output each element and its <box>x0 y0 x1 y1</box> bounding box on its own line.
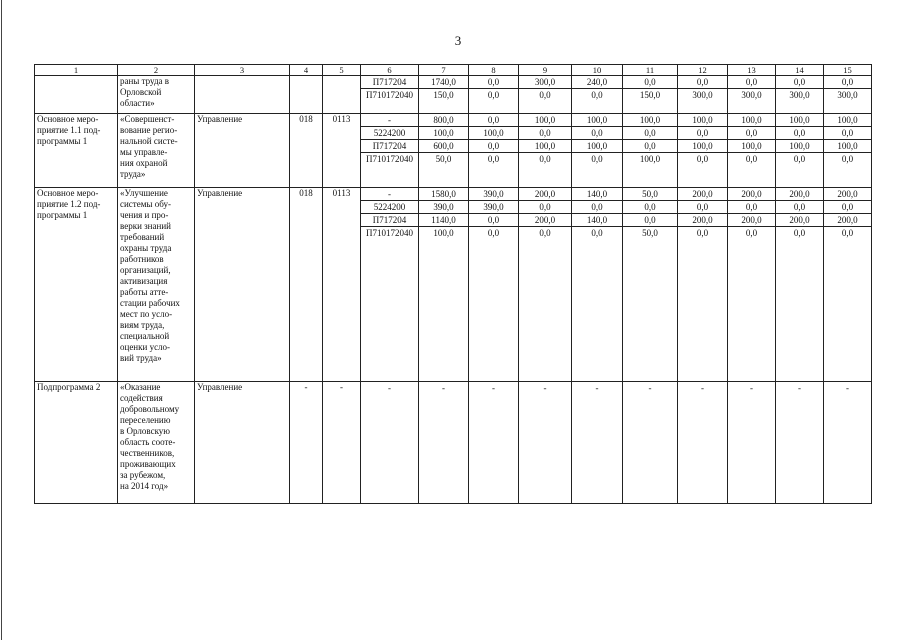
program-title-cell-line: охраны труда <box>120 243 172 253</box>
program-title-cell-line: виям труда, <box>120 320 165 330</box>
target-article-value: П710172040 <box>366 90 413 100</box>
amount-value: 0,0 <box>591 90 603 100</box>
program-title-cell-line: оценки усло- <box>120 342 171 352</box>
amount-value: 0,0 <box>469 76 518 89</box>
program-title-cell-line: вование регио- <box>120 125 178 135</box>
amount-value: - <box>543 383 547 393</box>
amount-value: 200,0 <box>824 188 871 201</box>
amount-value: 0,0 <box>696 154 709 164</box>
amount-cell <box>728 382 776 504</box>
grbs-code-cell: 018 <box>290 188 323 382</box>
grbs-code-cell: - <box>290 382 323 504</box>
column-number-5: 5 <box>323 65 361 76</box>
program-title-cell-line: системы обу- <box>120 199 171 209</box>
amount-value: 390,0 <box>469 188 518 201</box>
program-title-cell-line: чения и про- <box>120 210 169 220</box>
amount-value: 0,0 <box>469 140 518 153</box>
amount-cell <box>469 76 519 114</box>
budget-table <box>34 64 872 504</box>
program-title-cell-line: «Улучшение <box>120 188 168 198</box>
target-article-value: П710172040 <box>366 228 413 238</box>
amount-value: 0,0 <box>487 228 500 238</box>
amount-value: 300,0 <box>837 90 858 100</box>
amount-value: 1140,0 <box>419 214 468 227</box>
amount-value: 150,0 <box>433 90 454 100</box>
program-title-cell-line: нальной систе- <box>120 136 178 146</box>
amount-cell <box>824 76 872 114</box>
amount-cell <box>419 76 469 114</box>
event-name-cell-line: программы 1 <box>37 210 88 220</box>
event-name-cell-line: Основное меро- <box>37 188 99 198</box>
program-title-cell-line: переселению <box>120 415 171 425</box>
amount-cell <box>623 76 678 114</box>
program-title-cell-line: мест по усло- <box>120 309 173 319</box>
column-number-7: 7 <box>419 65 469 76</box>
amount-value: 100,0 <box>824 114 871 127</box>
executor-cell: Управление <box>195 188 290 382</box>
column-number-8: 8 <box>469 65 519 76</box>
amount-cell <box>572 76 623 114</box>
amount-value: 0,0 <box>696 228 709 238</box>
amount-value: 140,0 <box>572 214 622 227</box>
amount-cell <box>469 382 519 504</box>
program-title-cell-line: вий труда» <box>120 353 162 363</box>
program-title-cell-line: стации рабочих <box>120 298 180 308</box>
column-number-9: 9 <box>519 65 572 76</box>
event-name-cell <box>35 76 118 114</box>
amount-value: 200,0 <box>776 214 823 227</box>
program-title-cell-line: труда» <box>120 169 146 179</box>
table-header-row <box>35 65 872 76</box>
target-article-value: 5224200 <box>361 127 418 140</box>
amount-cell <box>776 188 824 382</box>
amount-cell <box>776 114 824 188</box>
event-name-cell-line: Основное меро- <box>37 114 99 124</box>
event-name-cell-line: программы 1 <box>37 136 88 146</box>
amount-value: - <box>648 383 652 393</box>
amount-value: 150,0 <box>639 90 661 100</box>
amount-value: 0,0 <box>487 90 500 100</box>
amount-value: 100,0 <box>728 114 775 127</box>
target-article-value: 5224200 <box>361 201 418 214</box>
amount-value: 0,0 <box>539 228 551 238</box>
amount-cell <box>728 188 776 382</box>
amount-cell <box>678 188 728 382</box>
executor-cell: Управление <box>195 382 290 504</box>
column-number-12: 12 <box>678 65 728 76</box>
amount-cell <box>519 76 572 114</box>
amount-value: 100,0 <box>639 154 661 164</box>
event-name-cell-line: приятие 1.2 под- <box>37 199 101 209</box>
amount-value: 0,0 <box>678 201 727 214</box>
program-title-cell-line: на 2014 год» <box>120 481 169 491</box>
amount-value: 100,0 <box>728 140 775 153</box>
amount-cell <box>469 188 519 382</box>
amount-value: - <box>798 383 801 393</box>
executor-cell <box>195 76 290 114</box>
event-name-cell <box>35 188 118 382</box>
amount-value: 100,0 <box>623 114 677 127</box>
target-article-cell <box>361 76 419 114</box>
program-title-cell-line: раны труда в <box>120 76 170 86</box>
amount-cell <box>419 114 469 188</box>
amount-value: 100,0 <box>776 140 823 153</box>
target-article-cell <box>361 188 419 382</box>
column-number-1: 1 <box>35 65 118 76</box>
column-number-6: 6 <box>361 65 419 76</box>
amount-value: 0,0 <box>824 76 871 89</box>
amount-value: 100,0 <box>572 140 622 153</box>
amount-cell <box>519 114 572 188</box>
amount-value: 0,0 <box>678 127 727 140</box>
grbs-code-cell: 018 <box>290 114 323 188</box>
table-row <box>35 382 872 504</box>
amount-value: 0,0 <box>776 127 823 140</box>
amount-cell <box>678 114 728 188</box>
amount-value: 100,0 <box>678 140 727 153</box>
section-code-cell: - <box>323 382 361 504</box>
amount-value: 390,0 <box>419 201 468 214</box>
program-title-cell-line: мы управле- <box>120 147 168 157</box>
program-title-cell-line: требований <box>120 232 165 242</box>
amount-value: 0,0 <box>841 154 854 164</box>
amount-value: 240,0 <box>572 76 622 89</box>
amount-value: 0,0 <box>539 154 551 164</box>
amount-value: 200,0 <box>728 214 775 227</box>
program-title-cell <box>118 382 195 504</box>
amount-value: 1580,0 <box>419 188 468 201</box>
amount-value: 0,0 <box>776 201 823 214</box>
column-number-11: 11 <box>623 65 678 76</box>
program-title-cell-line: чественников, <box>120 448 175 458</box>
amount-value: - <box>595 383 599 393</box>
program-title-cell-line: добровольному <box>120 404 180 414</box>
amount-value: 100,0 <box>519 114 571 127</box>
amount-value: 200,0 <box>519 214 571 227</box>
amount-value: 0,0 <box>728 76 775 89</box>
amount-value: - <box>846 383 849 393</box>
target-article-value: - <box>388 383 391 393</box>
amount-value: 0,0 <box>728 127 775 140</box>
target-article-value: П717204 <box>361 214 418 227</box>
section-code-cell <box>323 76 361 114</box>
amount-cell <box>469 114 519 188</box>
event-name-cell <box>35 382 118 504</box>
amount-value: 300,0 <box>741 90 762 100</box>
amount-value: 0,0 <box>728 201 775 214</box>
program-title-cell-line: активизация <box>120 276 168 286</box>
event-name-cell <box>35 114 118 188</box>
amount-value: 200,0 <box>678 188 727 201</box>
target-article-value: П717204 <box>361 76 418 89</box>
amount-value: 0,0 <box>824 201 871 214</box>
target-article-value: - <box>361 114 418 127</box>
amount-cell <box>678 76 728 114</box>
table-row <box>35 76 872 114</box>
program-title-cell-line: проживающих <box>120 459 176 469</box>
amount-cell <box>824 114 872 188</box>
amount-value: 300,0 <box>789 90 810 100</box>
section-code-cell: 0113 <box>323 114 361 188</box>
amount-cell <box>572 188 623 382</box>
target-article-cell <box>361 114 419 188</box>
amount-value: 100,0 <box>433 228 454 238</box>
amount-value: 0,0 <box>824 127 871 140</box>
column-number-13: 13 <box>728 65 776 76</box>
program-title-cell <box>118 76 195 114</box>
amount-cell <box>519 188 572 382</box>
amount-value: 0,0 <box>745 228 758 238</box>
amount-value: - <box>442 383 445 393</box>
amount-value: 0,0 <box>487 154 500 164</box>
amount-cell <box>623 114 678 188</box>
event-name-cell-line: Подпрограмма 2 <box>37 382 101 392</box>
amount-value: 0,0 <box>623 76 677 89</box>
amount-value: 0,0 <box>591 154 603 164</box>
amount-value: 100,0 <box>519 140 571 153</box>
amount-cell <box>678 382 728 504</box>
amount-value: 50,0 <box>623 188 677 201</box>
program-title-cell-line: области» <box>120 98 155 108</box>
program-title-cell-line: область сооте- <box>120 437 176 447</box>
amount-value: 0,0 <box>539 90 551 100</box>
amount-value: 140,0 <box>572 188 622 201</box>
amount-cell <box>419 382 469 504</box>
amount-value: 0,0 <box>793 154 806 164</box>
amount-cell <box>519 382 572 504</box>
program-title-cell-line: работников <box>120 254 164 264</box>
amount-cell <box>824 188 872 382</box>
amount-value: 1740,0 <box>419 76 468 89</box>
amount-value: 100,0 <box>824 140 871 153</box>
amount-value: 0,0 <box>623 214 677 227</box>
program-title-cell <box>118 114 195 188</box>
program-title-cell <box>118 188 195 382</box>
amount-value: 200,0 <box>519 188 571 201</box>
program-title-cell-line: работы атте- <box>120 287 169 297</box>
page-number: 3 <box>454 33 462 48</box>
table-row <box>35 188 872 382</box>
amount-cell <box>623 382 678 504</box>
amount-value: 0,0 <box>745 154 758 164</box>
amount-cell <box>728 114 776 188</box>
target-article-value: - <box>361 188 418 201</box>
amount-value: 800,0 <box>419 114 468 127</box>
column-number-3: 3 <box>195 65 290 76</box>
table-row <box>35 114 872 188</box>
amount-value: - <box>492 383 495 393</box>
amount-value: 300,0 <box>692 90 713 100</box>
target-article-cell <box>361 382 419 504</box>
amount-value: 50,0 <box>435 154 452 164</box>
amount-value: 0,0 <box>469 114 518 127</box>
amount-value: 200,0 <box>776 188 823 201</box>
program-title-cell-line: «Оказание <box>120 382 161 392</box>
program-title-cell-line: содействия <box>120 393 163 403</box>
amount-value: 0,0 <box>591 228 603 238</box>
amount-value: 0,0 <box>572 201 622 214</box>
program-title-cell-line: верки знаний <box>120 221 171 231</box>
amount-value: 300,0 <box>519 76 571 89</box>
amount-value: 200,0 <box>678 214 727 227</box>
amount-value: 50,0 <box>642 228 658 238</box>
amount-value: 100,0 <box>678 114 727 127</box>
program-title-cell-line: ния охраной <box>120 158 168 168</box>
executor-cell: Управление <box>195 114 290 188</box>
amount-cell <box>623 188 678 382</box>
amount-value: 0,0 <box>623 127 677 140</box>
amount-value: 0,0 <box>841 228 854 238</box>
program-title-cell-line: Орловской <box>120 87 162 97</box>
amount-value: 200,0 <box>824 214 871 227</box>
amount-cell <box>776 382 824 504</box>
section-code-cell: 0113 <box>323 188 361 382</box>
event-name-cell-line: приятие 1.1 под- <box>37 125 101 135</box>
column-number-4: 4 <box>290 65 323 76</box>
amount-value: 100,0 <box>469 127 518 140</box>
amount-value: 0,0 <box>623 140 677 153</box>
amount-cell <box>824 382 872 504</box>
amount-value: 0,0 <box>776 76 823 89</box>
amount-value: 0,0 <box>678 76 727 89</box>
target-article-value: П710172040 <box>366 154 413 164</box>
amount-value: 0,0 <box>519 127 571 140</box>
amount-cell <box>572 382 623 504</box>
page-left-border <box>1 0 2 640</box>
amount-cell <box>728 76 776 114</box>
amount-cell <box>776 76 824 114</box>
program-title-cell-line: «Совершенст- <box>120 114 175 124</box>
target-article-value: П717204 <box>361 140 418 153</box>
amount-value: 100,0 <box>776 114 823 127</box>
column-number-15: 15 <box>824 65 872 76</box>
column-number-10: 10 <box>572 65 623 76</box>
program-title-cell-line: специальной <box>120 331 170 341</box>
amount-cell <box>419 188 469 382</box>
amount-value: 0,0 <box>469 214 518 227</box>
column-number-14: 14 <box>776 65 824 76</box>
amount-value: 0,0 <box>572 127 622 140</box>
amount-value: 0,0 <box>519 201 571 214</box>
grbs-code-cell <box>290 76 323 114</box>
amount-cell <box>572 114 623 188</box>
amount-value: 390,0 <box>469 201 518 214</box>
amount-value: 0,0 <box>623 201 677 214</box>
amount-value: - <box>701 383 704 393</box>
amount-value: 600,0 <box>419 140 468 153</box>
program-title-cell-line: организаций, <box>120 265 171 275</box>
amount-value: 100,0 <box>572 114 622 127</box>
program-title-cell-line: за рубежом, <box>120 470 166 480</box>
amount-value: 0,0 <box>793 228 806 238</box>
amount-value: - <box>750 383 753 393</box>
column-number-2: 2 <box>118 65 195 76</box>
amount-value: 200,0 <box>728 188 775 201</box>
program-title-cell-line: в Орловскую <box>120 426 171 436</box>
amount-value: 100,0 <box>419 127 468 140</box>
